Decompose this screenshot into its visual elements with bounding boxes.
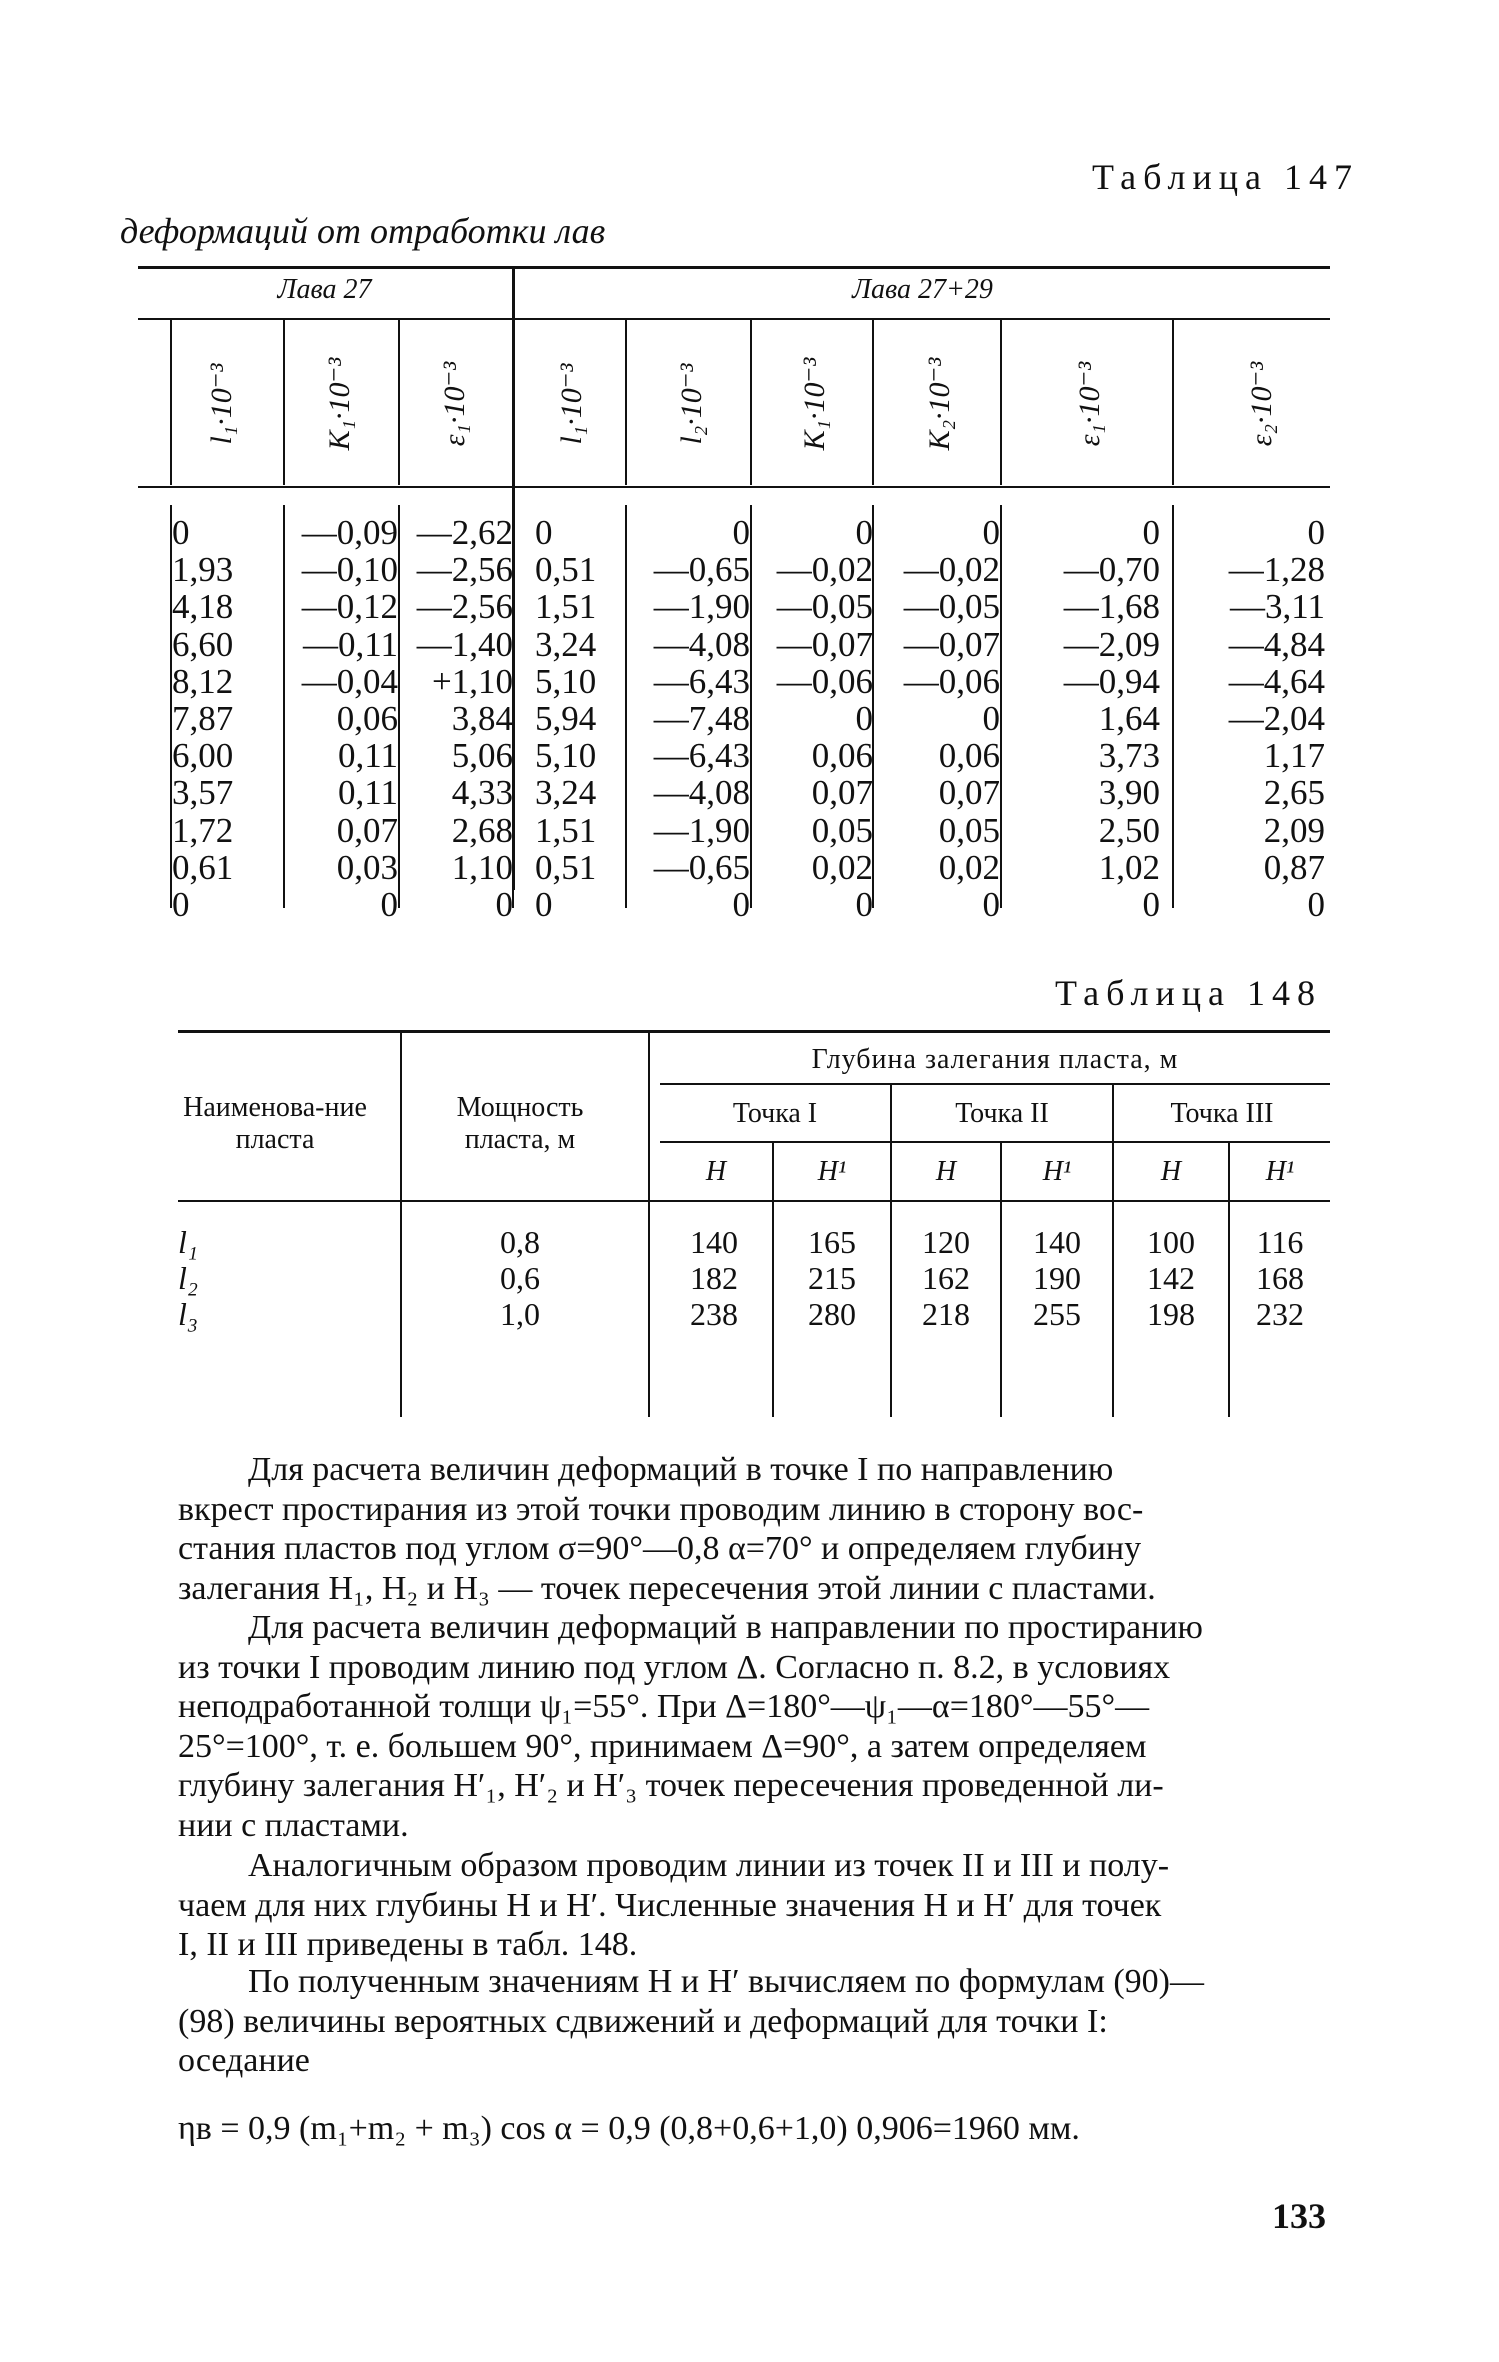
- table147-cell: —0,02: [776, 550, 873, 590]
- seam-name: l₂: [178, 1260, 199, 1296]
- table148-point-2: Точка II: [955, 1098, 1049, 1129]
- table147-cell: —4,64: [1228, 661, 1325, 701]
- table147-cell: —2,62: [416, 513, 513, 552]
- table147-col-header: ε₂·10⁻³: [1245, 361, 1278, 447]
- table147-cell: 3,57: [172, 773, 234, 813]
- table147-cell: 0,05: [938, 810, 1000, 850]
- table147-cell: —7,48: [653, 699, 750, 739]
- table147-cell: 0,07: [938, 773, 1000, 813]
- table147-cell: 7,87: [172, 699, 234, 739]
- table148-point-3: Точка III: [1170, 1098, 1274, 1129]
- table147-cell: 0: [855, 699, 873, 739]
- table147-cell: —0,10: [301, 550, 398, 590]
- table147-cell: —1,68: [1063, 587, 1160, 627]
- table147-col-header: K₁·10⁻³: [798, 357, 831, 451]
- table147-cell: —2,09: [1063, 624, 1160, 664]
- table147-cell: —0,05: [776, 587, 873, 627]
- table147-col-header: K₂·10⁻³: [923, 357, 956, 451]
- table147-cell: 0,51: [535, 847, 597, 887]
- table147-cell: 2,65: [1263, 773, 1325, 813]
- table147-col-header: ε₁·10⁻³: [438, 361, 471, 447]
- table147-cell: 0,02: [938, 847, 1000, 887]
- table147-cell: 0: [1142, 885, 1160, 925]
- table148-sub-h: H: [935, 1156, 957, 1187]
- table147-data-column: [272, 514, 398, 923]
- depth-value: 232: [1256, 1296, 1304, 1332]
- table147-cell: —0,06: [903, 661, 1000, 701]
- depth-value: 190: [1033, 1260, 1081, 1296]
- table147-cell: 0,87: [1263, 847, 1325, 887]
- table147-cell: 0,11: [338, 736, 398, 776]
- table147-header-rule: [138, 486, 1330, 488]
- table147-data-column: [1030, 514, 1160, 923]
- table147-col-line: [283, 320, 285, 485]
- table148-point-rule: [660, 1141, 1330, 1143]
- table147-cell: 1,72: [172, 810, 234, 850]
- table147-cell: 3,84: [451, 699, 513, 739]
- seam-name: l₃: [178, 1296, 199, 1332]
- table147-col-header: ε₁·10⁻³: [1073, 361, 1106, 447]
- table147-cell: 1,02: [1098, 847, 1160, 887]
- seam-thickness: 0,6: [500, 1260, 540, 1296]
- text-line: I, II и III приведены в табл. 148.: [178, 1926, 638, 1963]
- table147-group-rule: [138, 318, 1330, 320]
- table147-title: Таблица 147: [1092, 157, 1359, 197]
- table147-cell: —1,40: [416, 624, 513, 664]
- table147-cell: —0,05: [903, 587, 1000, 627]
- table147-cell: 0: [732, 885, 750, 925]
- table148-point-1: Точка I: [732, 1098, 818, 1129]
- table148-header-depth: Глубина залегания пласта, м: [811, 1044, 1179, 1075]
- table147-cell: —0,65: [653, 847, 750, 887]
- table148-sub-h1: H¹: [1265, 1156, 1295, 1187]
- text-line: Для расчета величин деформаций в точке I по направлению: [248, 1451, 1114, 1488]
- paragraph-1: [178, 1450, 1330, 1608]
- table147-cell: 3,73: [1098, 736, 1160, 776]
- table147-cell: —2,56: [416, 587, 513, 627]
- table147-data-column: [870, 514, 1000, 923]
- table147-data-column: [622, 514, 750, 923]
- depth-value: 168: [1256, 1260, 1304, 1296]
- table147-col-line: [1000, 505, 1002, 908]
- table147-cell: 2,09: [1263, 810, 1325, 850]
- table147-cell: +1,10: [432, 661, 513, 701]
- depth-value: 218: [922, 1296, 970, 1332]
- table148-top-rule: [178, 1030, 1330, 1033]
- table147-col-header: K₁·10⁻³: [323, 357, 356, 451]
- text-line: залегания H₁, H₂ и H₃ — точек пересечения этой линии с пластами.: [178, 1569, 1156, 1607]
- table147-cell: —0,65: [653, 550, 750, 590]
- table147-cell: 1,64: [1098, 699, 1160, 739]
- table147-cell: —0,02: [903, 550, 1000, 590]
- table147-cell: 0: [732, 513, 750, 552]
- table147-cell: —0,06: [776, 661, 873, 701]
- table147-cell: —4,08: [653, 773, 750, 813]
- table147-top-rule: [138, 266, 1330, 269]
- table147-col-line: [1000, 320, 1002, 485]
- table147-col-line: [625, 320, 627, 485]
- text-line: Для расчета величин деформаций в направлении по простиранию: [248, 1609, 1203, 1646]
- table147-col-header: l₁·10⁻³: [205, 363, 238, 445]
- depth-value: 280: [808, 1296, 856, 1332]
- depth-value: 140: [690, 1224, 738, 1260]
- table147-cell: —0,09: [301, 513, 398, 552]
- table148-depth-rule: [660, 1083, 1330, 1085]
- table147-cell: 0,51: [535, 550, 597, 590]
- table148-header-name: Наименова-ние пласта: [183, 1092, 367, 1155]
- table147-cell: 0: [1142, 513, 1160, 552]
- table147-cell: 5,10: [535, 661, 597, 701]
- table147-group-header-1: Лава 27: [277, 274, 372, 305]
- text-line: стания пластов под углом σ=90°—0,8 α=70° и определяем глубину: [178, 1530, 1142, 1567]
- table147-cell: 0: [535, 513, 553, 552]
- table148-sub-h: H: [705, 1156, 727, 1187]
- table147-cell: 0: [172, 885, 190, 925]
- table147-cell: —0,12: [301, 587, 398, 627]
- table147-cell: —0,07: [903, 624, 1000, 664]
- page-number: 133: [1272, 2196, 1326, 2236]
- table147-cell: 0,06: [811, 736, 873, 776]
- table148-title: Таблица 148: [1055, 973, 1322, 1013]
- table147-cell: 3,90: [1098, 773, 1160, 813]
- table147-cell: 0: [535, 885, 553, 925]
- text-line: неподработанной толщи ψ₁=55°. При Δ=180°—ψ₁—α=180°—55°—: [178, 1688, 1150, 1725]
- table147-cell: 0,06: [336, 699, 398, 739]
- table147-cell: 2,68: [451, 810, 513, 850]
- table147-cell: —4,08: [653, 624, 750, 664]
- table148-sub-h1: H¹: [1042, 1156, 1072, 1187]
- table147-cell: 0,61: [172, 847, 234, 887]
- depth-value: 238: [690, 1296, 738, 1332]
- table148-sub-h1: H¹: [817, 1156, 847, 1187]
- text-line: По полученным значениям H и H′ вычисляем по формулам (90)—: [248, 1963, 1204, 2000]
- table147-col-line: [750, 320, 752, 485]
- text-line: Аналогичным образом проводим линии из точек II и III и полу-: [248, 1847, 1170, 1884]
- table147-cell: 1,10: [451, 847, 513, 887]
- depth-value: 142: [1147, 1260, 1195, 1296]
- table147-cell: —2,04: [1228, 699, 1325, 739]
- seam-thickness: 0,8: [500, 1224, 540, 1260]
- table147-cell: 5,10: [535, 736, 597, 776]
- depth-value: 255: [1033, 1296, 1081, 1332]
- table147-cell: —0,94: [1063, 661, 1160, 701]
- seam-name: l₁: [178, 1224, 199, 1260]
- table147-col-header: l₂·10⁻³: [675, 363, 708, 445]
- table147-group-header-2: Лава 27+29: [852, 274, 993, 305]
- table147-cell: —2,56: [416, 550, 513, 590]
- table147-cell: 0: [1307, 513, 1325, 552]
- table147-cell: —0,70: [1063, 550, 1160, 590]
- text-line: глубину залегания H′₁, H′₂ и H′₃ точек пересечения проведенной ли-: [178, 1767, 1164, 1804]
- text-line: (98) величины вероятных сдвижений и деформаций для точки I:: [178, 2002, 1108, 2040]
- table147-cell: 0: [982, 885, 1000, 925]
- table147-data-column: [172, 514, 264, 923]
- table147-col-line: [398, 320, 400, 485]
- depth-value: 140: [1033, 1224, 1081, 1260]
- table147-col-line: [1172, 320, 1174, 485]
- table147-cell: 0,02: [811, 847, 873, 887]
- table147-cell: 4,18: [172, 587, 234, 627]
- table147-cell: —0,07: [776, 624, 873, 664]
- table147-cell: 1,51: [535, 587, 597, 627]
- depth-value: 182: [690, 1260, 738, 1296]
- depth-value: 100: [1147, 1224, 1195, 1260]
- depth-value: 116: [1256, 1224, 1304, 1260]
- table147-cell: 1,51: [535, 810, 597, 850]
- table147-cell: 6,60: [172, 624, 234, 664]
- table147-data-column: [385, 514, 513, 923]
- table148-col-line: [648, 1032, 650, 1417]
- table147-data-column: [535, 514, 635, 923]
- depth-value: 162: [922, 1260, 970, 1296]
- table148-sub-h: H: [1160, 1156, 1182, 1187]
- table147-cell: 0: [380, 885, 398, 925]
- table147-cell: —0,04: [301, 661, 398, 701]
- table147-cell: —6,43: [653, 661, 750, 701]
- table147-cell: 6,00: [172, 736, 234, 776]
- text-line: чаем для них глубины H и H′. Численные значения H и H′ для точек: [178, 1886, 1162, 1924]
- table147-cell: 0: [855, 513, 873, 552]
- table147-cell: —1,90: [653, 810, 750, 850]
- table147-cell: 8,12: [172, 661, 234, 701]
- table147-col-line: [872, 320, 874, 485]
- table147-col-line: [170, 320, 172, 485]
- table147-cell: 0: [495, 885, 513, 925]
- table147-cell: 0,11: [338, 773, 398, 813]
- table147-subtitle: деформаций от отработки лав: [120, 211, 606, 251]
- table148-header-thickness: Мощность пласта, м: [456, 1092, 584, 1155]
- table147-cell: 5,94: [535, 699, 597, 739]
- table147-data-column: [745, 514, 873, 923]
- table147-cell: 0: [982, 699, 1000, 739]
- table147-cell: 0: [172, 513, 190, 552]
- table147-cell: —3,11: [1230, 587, 1325, 627]
- table147-data-column: [1195, 514, 1325, 923]
- formula: ηв = 0,9 (m₁+m₂ + m₃) cos α = 0,9 (0,8+0,6+1,0) 0,906=1960 мм.: [178, 2110, 1080, 2147]
- table147-cell: 3,24: [535, 773, 597, 813]
- table147-col-header: l₁·10⁻³: [555, 363, 588, 445]
- table147-cell: —1,28: [1228, 550, 1325, 590]
- table148-header-rule: [178, 1200, 1330, 1202]
- table147-cell: 5,06: [451, 736, 513, 776]
- text-line: из точки I проводим линию под углом Δ. Согласно п. 8.2, в условиях: [178, 1648, 1171, 1686]
- table147-col-line: [1172, 505, 1174, 908]
- table147-cell: 0,05: [811, 810, 873, 850]
- depth-value: 215: [808, 1260, 856, 1296]
- text-line: 25°=100°, т. е. большем 90°, принимаем Δ=90°, а затем определяем: [178, 1727, 1147, 1765]
- table147-cell: 3,24: [535, 624, 597, 664]
- seam-thickness: 1,0: [500, 1296, 540, 1332]
- table147-cell: 0: [1307, 885, 1325, 925]
- table147-cell: —6,43: [653, 736, 750, 776]
- table147-cell: —0,11: [303, 624, 398, 664]
- depth-value: 165: [808, 1224, 856, 1260]
- table147-cell: 2,50: [1098, 810, 1160, 850]
- table147-cell: 0,03: [336, 847, 398, 887]
- paragraph-2: [178, 1608, 1330, 1845]
- table147-cell: 0,07: [336, 810, 398, 850]
- depth-value: 198: [1147, 1296, 1195, 1332]
- paragraph-3: [178, 1846, 1330, 1965]
- table147-cell: 0: [855, 885, 873, 925]
- text-line: нии с пластами.: [178, 1806, 409, 1844]
- table147-cell: 0: [982, 513, 1000, 552]
- table147-cell: 4,33: [451, 773, 513, 813]
- depth-value: 120: [922, 1224, 970, 1260]
- table147-cell: 0,07: [811, 773, 873, 813]
- table147-cell: —4,84: [1228, 624, 1325, 664]
- table147-cell: —1,90: [653, 587, 750, 627]
- table147-cell: 1,93: [172, 550, 234, 590]
- table147-cell: 1,17: [1263, 736, 1325, 776]
- table147-cell: 0,06: [938, 736, 1000, 776]
- text-line: оседание: [178, 2042, 310, 2079]
- table148-col-line: [400, 1032, 402, 1417]
- text-line: вкрест простирания из этой точки проводим линию в сторону вос-: [178, 1490, 1144, 1528]
- paragraph-4: [178, 1962, 1330, 2081]
